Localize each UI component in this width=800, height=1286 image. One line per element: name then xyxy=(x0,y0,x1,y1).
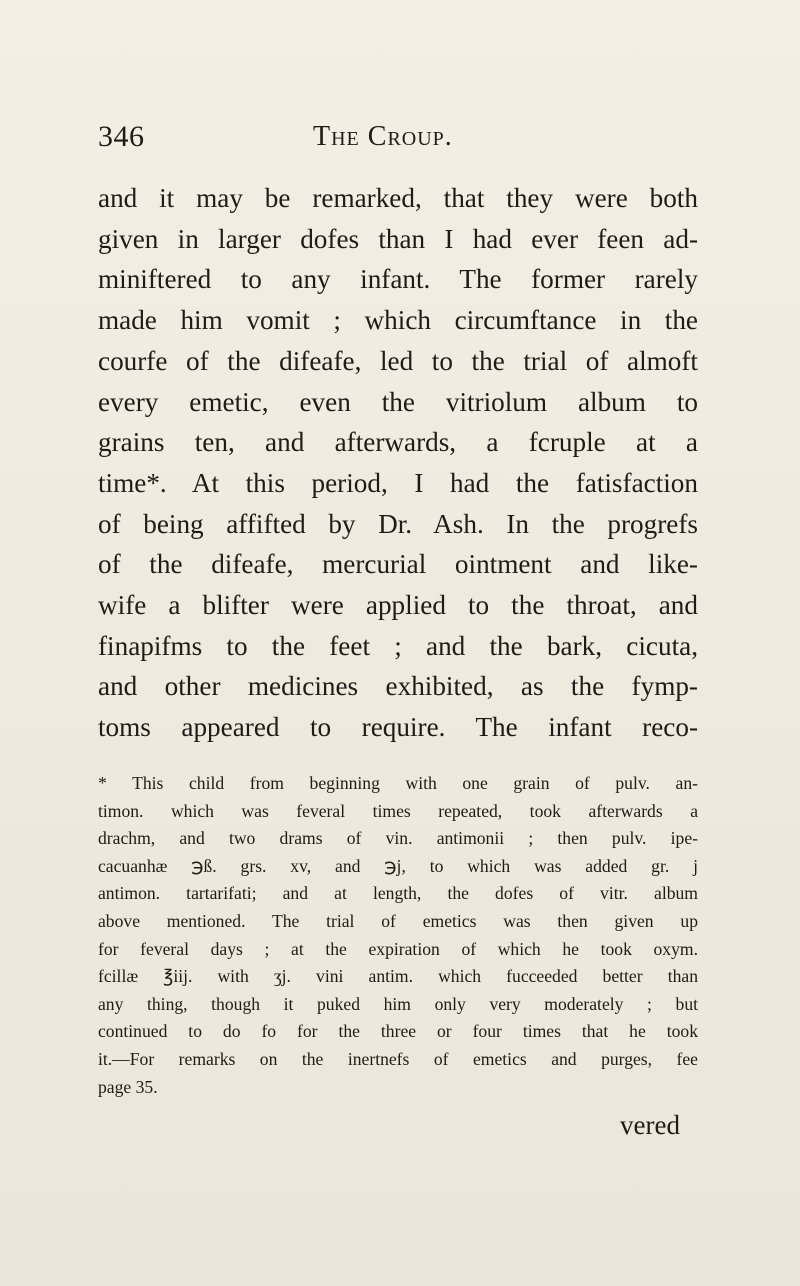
text-line: of the difeafe, mercurial ointment and like- xyxy=(98,549,698,580)
footnote-line: cacuanhæ ℈ß. grs. xv, and ℈j, to which was added gr. j xyxy=(98,855,698,876)
text-line: and other medicines exhibited, as the fymp- xyxy=(98,671,698,702)
text-line: time*. At this period, I had the fatisfaction xyxy=(98,467,698,498)
catchword: vered xyxy=(620,1110,680,1140)
main-text xyxy=(98,178,698,748)
footnote-line: page 35. xyxy=(98,1076,158,1097)
footnote-line: any thing, though it puked him only very moderately ; but xyxy=(98,993,698,1014)
footnote-line: timon. which was feveral times repeated, took afterwards a xyxy=(98,800,698,821)
text-line: miniftered to any infant. The former rarely xyxy=(98,264,698,295)
page-header xyxy=(98,118,698,158)
footnote-line: fcillæ ℥iij. with ʒj. vini antim. which fucceeded better than xyxy=(98,966,698,987)
text-line: of being affifted by Dr. Ash. In the progrefs xyxy=(98,508,698,539)
text-line: and it may be remarked, that they were both xyxy=(98,183,698,213)
footnote xyxy=(98,770,698,1101)
running-head: The Croup. xyxy=(313,121,453,152)
footnote-line: for feveral days ; at the expiration of which he took oxym. xyxy=(98,938,698,959)
footnote-line: above mentioned. The trial of emetics was then given up xyxy=(98,910,698,931)
footnote-line: drachm, and two drams of vin. antimonii ; then pulv. ipe- xyxy=(98,828,698,849)
text-line: grains ten, and afterwards, a fcruple at a xyxy=(98,427,698,458)
footnote-line: antimon. tartarifati; and at length, the dofes of vitr. album xyxy=(98,883,698,904)
text-line: every emetic, even the vitriolum album to xyxy=(98,386,698,417)
footnote-line: continued to do fo for the three or four times that he took xyxy=(98,1021,698,1042)
text-line: made him vomit ; which circumftance in the xyxy=(98,305,698,336)
text-line: wife a blifter were applied to the throat, and xyxy=(98,590,698,621)
footnote-line: it.—For remarks on the inertnefs of emetics and purges, fee xyxy=(98,1048,698,1069)
text-line: given in larger dofes than I had ever feen ad- xyxy=(98,223,698,254)
page-number: 346 xyxy=(98,120,145,153)
footnote-line: * This child from beginning with one grain of pulv. an- xyxy=(98,773,698,793)
text-line: toms appeared to require. The infant reco- xyxy=(98,712,698,743)
text-line: courfe of the difeafe, led to the trial of almoft xyxy=(98,345,698,376)
text-line: finapifms to the feet ; and the bark, cicuta, xyxy=(98,630,698,661)
